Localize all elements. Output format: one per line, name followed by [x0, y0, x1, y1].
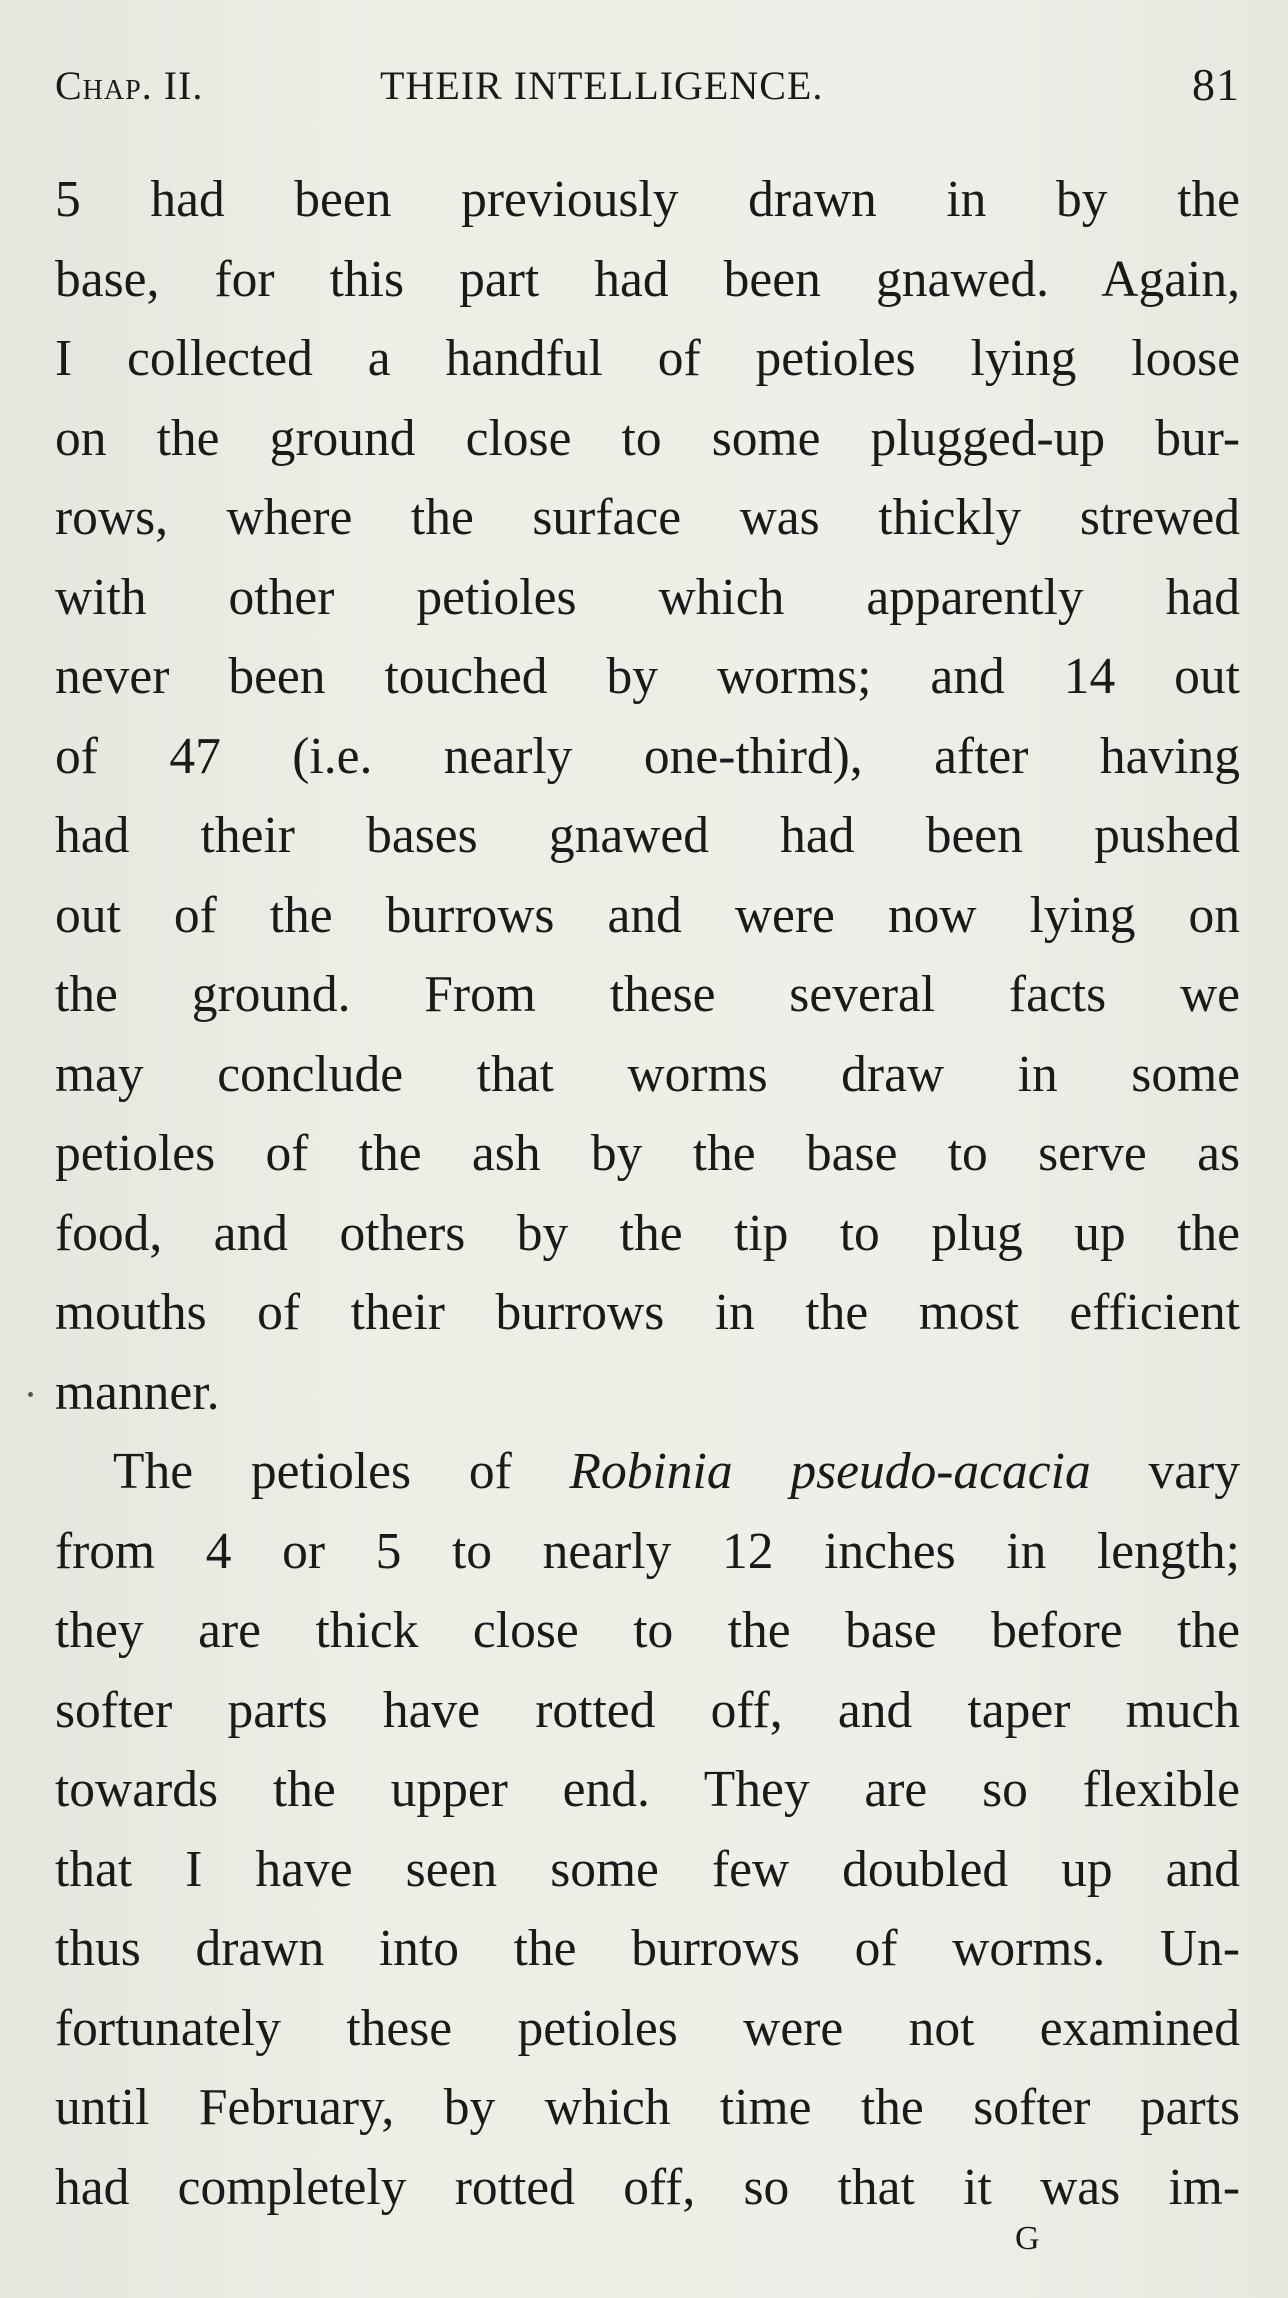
- text-line: thus drawn into the burrows of worms. Un-: [55, 1920, 1240, 1977]
- text-line: with other petioles which apparently had: [55, 568, 1240, 626]
- text-line: food, and others by the tip to plug up the: [55, 1204, 1240, 1262]
- text-line: from 4 or 5 to nearly 12 inches in length;: [55, 1522, 1240, 1580]
- text-line: on the ground close to some plugged-up bur-: [55, 409, 1240, 467]
- margin-dot: [28, 1392, 33, 1397]
- text-line: 5 had been previously drawn in by the: [55, 171, 1240, 228]
- body-text: [55, 160, 1240, 2227]
- paragraph-2: [55, 1432, 1240, 2227]
- species-name: Robinia pseudo-acacia: [569, 1443, 1091, 1500]
- text-line: they are thick close to the base before the: [55, 1602, 1240, 1659]
- text-line: towards the upper end. They are so flexible: [55, 1761, 1240, 1818]
- text-line: base, for this part had been gnawed. Again,: [55, 250, 1240, 308]
- text-segment: vary: [1090, 1443, 1240, 1500]
- text-line: the ground. From these several facts we: [55, 966, 1240, 1023]
- text-line: had completely rotted off, so that it was im-: [55, 2158, 1240, 2216]
- running-title: THEIR INTELLIGENCE.: [380, 63, 824, 108]
- text-line: that I have seen some few doubled up and: [55, 1840, 1240, 1898]
- text-line: until February, by which time the softer parts: [55, 2079, 1240, 2136]
- signature-mark: G: [1015, 2220, 1042, 2257]
- page-number: 81: [1192, 59, 1240, 110]
- text-line: out of the burrows and were now lying on: [55, 886, 1240, 944]
- text-line: I collected a handful of petioles lying loose: [55, 330, 1240, 387]
- text-line: [55, 1432, 1240, 1512]
- text-line: of 47 (i.e. nearly one-third), after having: [55, 727, 1240, 785]
- chapter-label: Chap. II.: [55, 63, 204, 108]
- text-line: fortunately these petioles were not examined: [55, 1999, 1240, 2057]
- text-line: softer parts have rotted off, and taper much: [55, 1681, 1240, 1739]
- running-header: [55, 52, 1240, 112]
- text-segment: The petioles of: [113, 1443, 570, 1500]
- text-line: may conclude that worms draw in some: [55, 1045, 1240, 1103]
- text-line: mouths of their burrows in the most efficient: [55, 1284, 1240, 1341]
- text-line: manner.: [55, 1363, 220, 1421]
- text-line: rows, where the surface was thickly strewed: [55, 489, 1240, 546]
- text-line: never been touched by worms; and 14 out: [55, 648, 1240, 705]
- text-line: petioles of the ash by the base to serve as: [55, 1125, 1240, 1182]
- paragraph-1: [55, 160, 1240, 1432]
- text-line: had their bases gnawed had been pushed: [55, 807, 1240, 864]
